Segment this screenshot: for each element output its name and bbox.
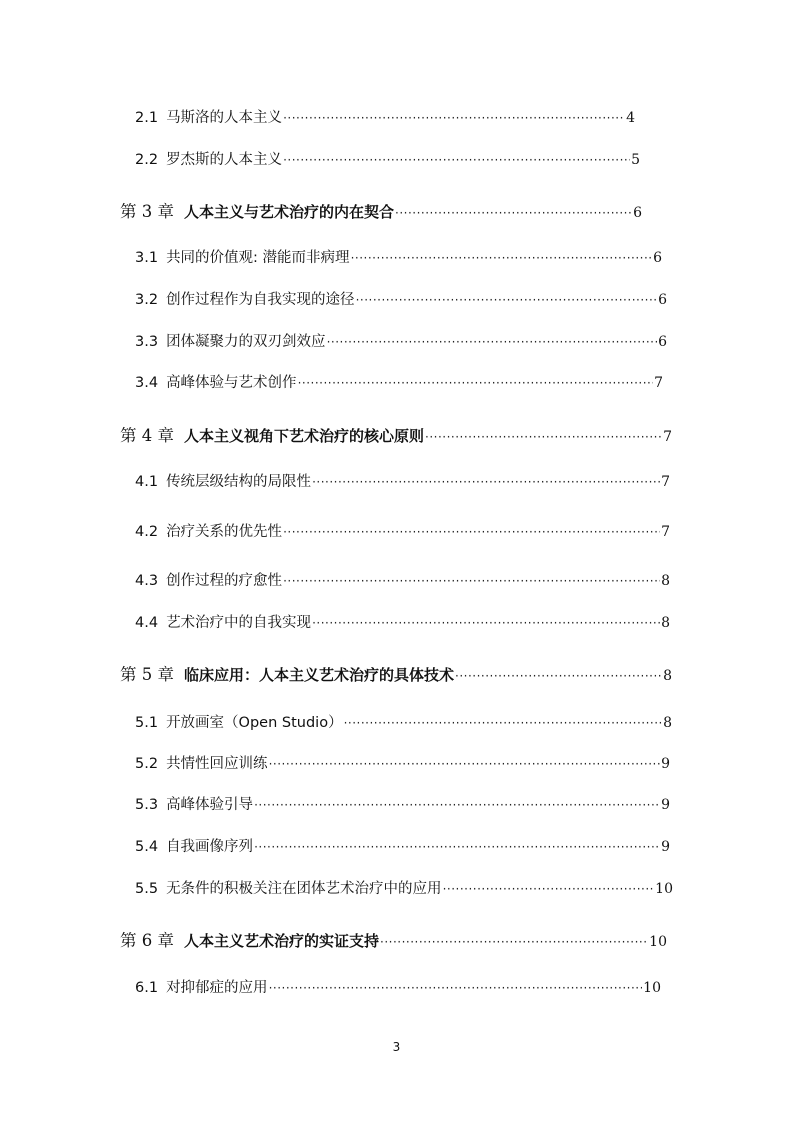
toc-chapter-number: 第 4 章 (120, 426, 174, 445)
toc-leader-dots (455, 669, 662, 683)
toc-entry-number: 5.3 (135, 797, 159, 813)
toc-entry-page: 7 (661, 524, 670, 540)
toc-entry-number: 3.3 (135, 334, 159, 350)
toc-entry-title: 团体凝聚力的双刃剑效应 (166, 334, 326, 350)
toc-entry-number: 2.2 (135, 152, 159, 168)
toc-entry-2-1[interactable] (135, 106, 635, 127)
toc-leader-dots (327, 335, 658, 349)
toc-entry-title: 马斯洛的人本主义 (166, 110, 283, 126)
toc-chapter-6[interactable] (120, 927, 667, 951)
toc-leader-dots (269, 981, 643, 995)
toc-entry-5-1[interactable] (135, 711, 672, 732)
toc-leader-dots (283, 111, 625, 125)
toc-chapter-4[interactable] (120, 422, 672, 446)
toc-entry-page: 8 (661, 573, 670, 589)
toc-leader-dots (356, 293, 658, 307)
toc-leader-dots (298, 376, 654, 390)
toc-entry-title: 开放画室（Open Studio） (166, 715, 343, 731)
toc-chapter-number: 第 3 章 (120, 202, 174, 221)
toc-leader-dots (395, 206, 632, 220)
toc-entry-page: 4 (626, 110, 635, 126)
toc-leader-dots (254, 840, 660, 854)
toc-entry-page: 6 (653, 250, 662, 266)
toc-entry-number: 3.1 (135, 250, 159, 266)
toc-entry-title: 传统层级结构的局限性 (166, 474, 312, 490)
toc-entry-title: 罗杰斯的人本主义 (166, 152, 283, 168)
toc-leader-dots (312, 616, 660, 630)
toc-leader-dots (351, 251, 653, 265)
toc-entry-6-1[interactable] (135, 976, 661, 997)
toc-entry-title: 创作过程的疗愈性 (166, 573, 283, 589)
toc-entry-page: 7 (661, 474, 670, 490)
toc-leader-dots (312, 475, 660, 489)
toc-entry-title: 艺术治疗中的自我实现 (166, 615, 312, 631)
toc-entry-title: 无条件的积极关注在团体艺术治疗中的应用 (166, 881, 442, 897)
toc-entry-title: 共情性回应训练 (166, 756, 268, 772)
toc-chapter-title: 人本主义与艺术治疗的内在契合 (184, 203, 395, 221)
page-number: 3 (392, 1040, 401, 1054)
toc-entry-page: 6 (658, 334, 667, 350)
toc-entry-page: 9 (661, 797, 670, 813)
toc-entry-page: 6 (658, 292, 667, 308)
toc-entry-page: 7 (663, 429, 672, 445)
toc-entry-number: 4.2 (135, 524, 159, 540)
toc-entry-4-2[interactable] (135, 520, 670, 541)
toc-entry-page: 10 (649, 934, 667, 950)
toc-leader-dots (380, 935, 648, 949)
toc-entry-number: 5.2 (135, 756, 159, 772)
toc-chapter-5[interactable] (120, 661, 672, 685)
toc-entry-4-3[interactable] (135, 569, 670, 590)
toc-entry-number: 3.2 (135, 292, 159, 308)
toc-chapter-title: 人本主义视角下艺术治疗的核心原则 (184, 427, 425, 445)
toc-entry-3-1[interactable] (135, 246, 662, 267)
toc-chapter-number: 第 5 章 (120, 665, 174, 684)
toc-entry-page: 9 (661, 756, 670, 772)
toc-entry-title: 高峰体验与艺术创作 (166, 375, 297, 391)
toc-entry-title: 对抑郁症的应用 (166, 980, 268, 996)
toc-entry-page: 10 (643, 980, 661, 996)
toc-entry-page: 6 (633, 205, 642, 221)
toc-entry-number: 2.1 (135, 110, 159, 126)
toc-entry-5-3[interactable] (135, 793, 670, 814)
toc-entry-number: 5.5 (135, 881, 159, 897)
toc-leader-dots (425, 430, 662, 444)
toc-entry-number: 4.1 (135, 474, 159, 490)
toc-entry-3-2[interactable] (135, 288, 667, 309)
toc-entry-page: 5 (631, 152, 640, 168)
toc-leader-dots (269, 757, 661, 771)
toc-entry-title: 高峰体验引导 (166, 797, 254, 813)
toc-leader-dots (283, 525, 660, 539)
toc-entry-page: 8 (663, 715, 672, 731)
toc-leader-dots (283, 153, 630, 167)
toc-entry-title: 自我画像序列 (166, 839, 254, 855)
toc-entry-title: 治疗关系的优先性 (166, 524, 283, 540)
toc-entry-4-1[interactable] (135, 470, 670, 491)
toc-entry-title: 创作过程作为自我实现的途径 (166, 292, 355, 308)
toc-entry-5-4[interactable] (135, 835, 670, 856)
toc-entry-page: 8 (661, 615, 670, 631)
toc-entry-4-4[interactable] (135, 611, 670, 632)
toc-entry-title: 共同的价值观: 潜能而非病理 (166, 250, 350, 266)
toc-chapter-title: 人本主义艺术治疗的实证支持 (184, 932, 380, 950)
toc-chapter-title: 临床应用：人本主义艺术治疗的具体技术 (184, 666, 455, 684)
toc-entry-2-2[interactable] (135, 148, 640, 169)
toc-entry-5-5[interactable] (135, 877, 673, 898)
toc-entry-number: 4.3 (135, 573, 159, 589)
toc-entry-page: 9 (661, 839, 670, 855)
toc-leader-dots (254, 798, 660, 812)
toc-entry-5-2[interactable] (135, 752, 670, 773)
toc-entry-page: 10 (655, 881, 673, 897)
toc-leader-dots (283, 574, 660, 588)
toc-chapter-number: 第 6 章 (120, 931, 174, 950)
toc-entry-number: 5.4 (135, 839, 159, 855)
toc-entry-number: 6.1 (135, 980, 159, 996)
toc-entry-3-3[interactable] (135, 330, 667, 351)
toc-entry-number: 4.4 (135, 615, 159, 631)
toc-leader-dots (443, 882, 655, 896)
toc-chapter-3[interactable] (120, 198, 642, 222)
toc-leader-dots (344, 716, 662, 730)
toc-entry-page: 7 (654, 375, 663, 391)
toc-entry-number: 3.4 (135, 375, 159, 391)
toc-entry-page: 8 (663, 668, 672, 684)
toc-entry-number: 5.1 (135, 715, 159, 731)
toc-entry-3-4[interactable] (135, 371, 663, 392)
